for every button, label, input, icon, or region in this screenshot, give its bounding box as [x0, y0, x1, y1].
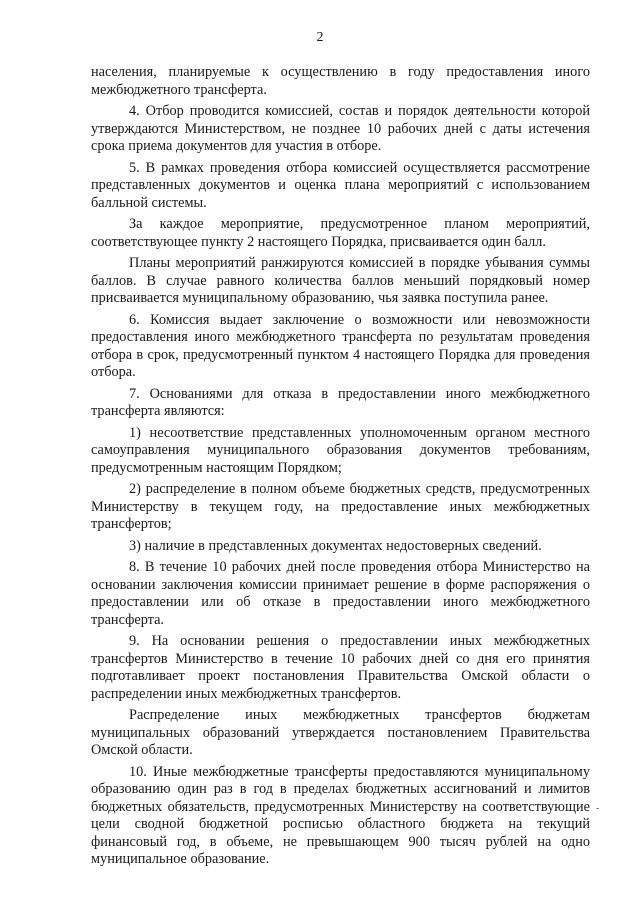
paragraph-ranking: Планы мероприятий ранжируются комиссией в порядке убывания суммы баллов. В случае равного количества баллов меньший порядковый номер присваивается муниципальному образованию, чья заявка поступила ранее.: [91, 255, 590, 306]
paragraph-item-5: 5. В рамках проведения отбора комиссией осуществляется рассмотрение представленных документов и оценка плана мероприятий с использованием балльной системы.: [91, 159, 590, 211]
paragraph-item-9: 9. На основании решения о предоставлении иных межбюджетных трансфертов Министерство в течение 10 рабочих дней со дня его принятия подготавливает проект постановления Правительства Омской области о распределении иных межбюджетных трансфертов.: [91, 633, 590, 702]
paragraph-item-8: 8. В течение 10 рабочих дней после проведения отбора Министерство на основании заключения комиссии принимает решение в форме распоряжения о предоставлении или об отказе в предоставлении иного межбюджетного трансферта.: [91, 559, 590, 628]
document-body: [91, 64, 590, 873]
paragraph-scoring: За каждое мероприятие, предусмотренное планом мероприятий, соответствующее пункту 2 настоящего Порядка, присваивается один балл.: [91, 216, 590, 250]
paragraph-distribution: Распределение иных межбюджетных трансфертов бюджетам муниципальных образований утверждается постановлением Правительства Омской области.: [91, 707, 590, 758]
paragraph-item-7-2: 2) распределение в полном объеме бюджетных средств, предусмотренных Министерству в текущем году, на предоставление иных межбюджетных трансфертов;: [91, 481, 590, 532]
paragraph-item-10: 10. Иные межбюджетные трансферты предоставляются муниципальному образованию один раз в год в пределах бюджетных ассигнований и лимитов бюджетных обязательств, предусмотренных Министерству на соответствующие цели сводной бюджетной росписью областного бюджета на текущий финансовый год, в объеме, не превышающем 900 тысяч рублей на одно муниципальное образование.: [91, 763, 590, 867]
paragraph-item-6: 6. Комиссия выдает заключение о возможности или невозможности предоставления иного межбюджетного трансферта по результатам проведения отбора в срок, предусмотренный пунктом 4 настоящего Порядка для проведения отбора.: [91, 311, 590, 380]
page-number: 2: [316, 30, 324, 45]
paragraph-item-7-1: 1) несоответствие представленных уполномоченным органом местного самоуправления муниципального образования документов требованиям, предусмотренным настоящим Порядком;: [91, 424, 590, 476]
paragraph-continuation: населения, планируемые к осуществлению в году предоставления иного межбюджетного трансферта.: [91, 64, 590, 98]
paragraph-item-7-3: 3) наличие в представленных документах недостоверных сведений.: [129, 537, 542, 554]
paragraph-item-7: 7. Основаниями для отказа в предоставлении иного межбюджетного трансферта являются:: [91, 385, 590, 419]
paragraph-item-4: 4. Отбор проводится комиссией, состав и порядок деятельности которой утверждаются Министерством, не позднее 10 рабочих дней с даты истечения срока приема документов для участия в отборе.: [91, 103, 590, 154]
margin-mark: -: [596, 803, 600, 814]
